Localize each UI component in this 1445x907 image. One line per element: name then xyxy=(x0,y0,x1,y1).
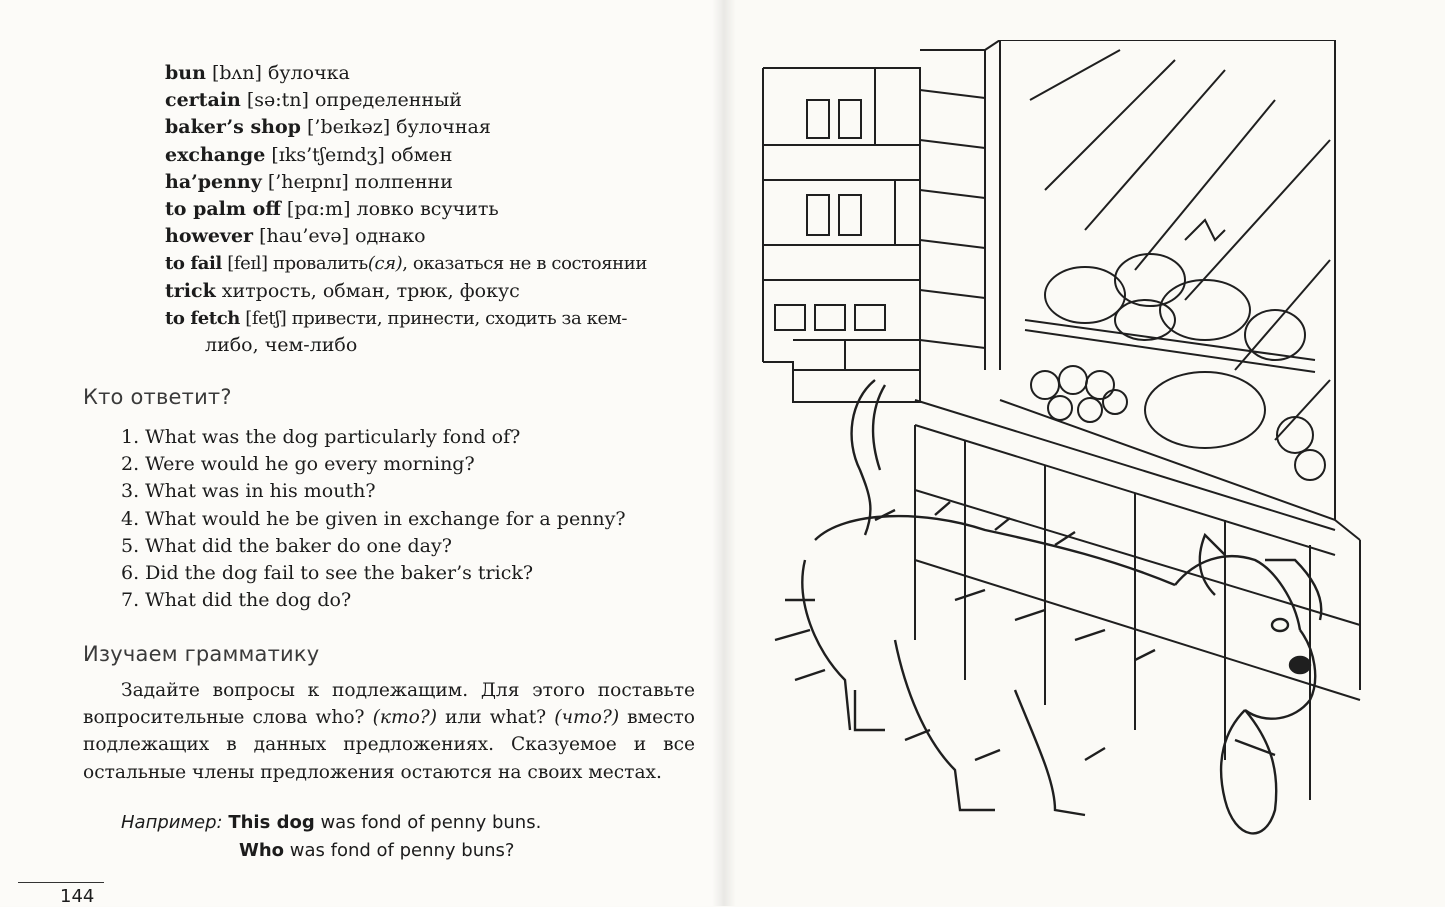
left-page xyxy=(0,0,722,906)
example-subject: This dog xyxy=(228,812,315,833)
example-line-2 xyxy=(239,840,514,861)
example-label: Например: xyxy=(121,812,223,833)
vocab-word: bun xyxy=(165,62,206,84)
vocab-entry xyxy=(165,142,705,169)
vocab-pron: [bʌn] xyxy=(211,62,262,84)
vocab-translation: однако xyxy=(355,225,426,248)
page-number: 144 xyxy=(60,886,95,907)
dog-with-basket xyxy=(775,380,1321,833)
vocab-translation: хитрость, обман, трюк, фокус xyxy=(221,279,520,302)
vocab-pron: [ɪks’tʃeɪndʒ] xyxy=(271,143,385,166)
vocab-translation: провалить xyxy=(273,253,368,275)
vocab-word: to fail xyxy=(165,253,222,275)
example-subject: Who xyxy=(239,840,285,861)
bakery-goods xyxy=(1031,220,1325,480)
vocab-word: however xyxy=(165,225,254,248)
question-item: 6. Did the dog fail to see the baker’s trick? xyxy=(121,562,534,585)
vocab-entry xyxy=(165,250,705,277)
task-text-italic: (кто?) xyxy=(372,707,438,729)
vocab-word: trick xyxy=(165,279,216,302)
vocab-translation: полпенни xyxy=(354,170,453,193)
dog-bakery-illustration xyxy=(755,40,1375,860)
vocab-entry xyxy=(165,305,705,332)
vocab-entry xyxy=(165,278,705,305)
vocab-entry xyxy=(165,87,705,114)
question-item: 2. Were would he go every morning? xyxy=(121,453,475,476)
questions-list xyxy=(121,424,626,614)
vocab-translation: булочная xyxy=(396,116,491,139)
vocab-translation: либо, чем-либо xyxy=(205,334,358,357)
vocab-word: exchange xyxy=(165,143,266,166)
vocab-translation: ловко всучить xyxy=(356,198,499,221)
question-item: 3. What was in his mouth? xyxy=(121,480,376,503)
vocab-translation: привести, принести, сходить за кем- xyxy=(291,307,628,329)
vocab-pron: [pɑ:m] xyxy=(286,198,351,221)
vocab-translation: , оказаться не в состоянии xyxy=(402,253,647,275)
vocab-word: ha’penny xyxy=(165,170,262,193)
vocab-entry xyxy=(165,196,705,223)
task-text: или what? xyxy=(437,707,555,729)
section-heading-who-answers: Кто ответит? xyxy=(83,385,232,409)
example-rest: was fond of penny buns. xyxy=(314,812,542,833)
question-item: 5. What did the baker do one day? xyxy=(121,534,452,557)
task-text: вместо подлежащих в данных предложениях. Сказуемое и все остальные члены предложения остаются на своих местах. xyxy=(83,707,695,783)
question-item: 1. What was the dog particularly fond of? xyxy=(121,426,521,448)
vocab-translation: булочка xyxy=(267,62,350,84)
vocab-entry xyxy=(165,223,705,250)
question-item: 7. What did the dog do? xyxy=(121,589,352,612)
vocab-entry xyxy=(165,114,705,141)
vocab-word: certain xyxy=(165,89,241,112)
task-instructions xyxy=(83,677,695,786)
example-line-1 xyxy=(121,812,541,833)
vocab-translation: обмен xyxy=(390,143,453,166)
example-rest: was fond of penny buns? xyxy=(284,840,515,861)
vocab-pron: [’beɪkəz] xyxy=(307,116,391,139)
window-sill xyxy=(915,400,1360,800)
vocab-translation-italic: (ся) xyxy=(367,253,403,275)
task-text: Задайте вопросы к подлежащим. Для этого поставьте вопросительные слова who? xyxy=(83,680,695,729)
vocab-word: baker’s shop xyxy=(165,116,301,139)
vocab-entry-continuation xyxy=(165,332,705,359)
section-heading-grammar: Изучаем грамматику xyxy=(83,642,320,666)
vocab-pron: [sə:tn] xyxy=(246,89,309,112)
vocab-pron: [feɪl] xyxy=(227,253,268,275)
vocab-word: to palm off xyxy=(165,198,281,221)
task-text-italic: (что?) xyxy=(554,707,620,729)
brick-wall xyxy=(763,68,920,402)
vocab-pron: [fetʃ] xyxy=(245,307,287,329)
vocab-entry xyxy=(165,60,705,87)
vocabulary-list xyxy=(165,60,705,359)
vocab-word: to fetch xyxy=(165,307,240,329)
book-gutter xyxy=(712,0,736,906)
page-footer-rule xyxy=(18,882,104,883)
vocab-entry xyxy=(165,169,705,196)
building-corner xyxy=(920,40,1000,370)
question-item: 4. What would he be given in exchange for a penny? xyxy=(121,507,626,530)
vocab-pron: [’heɪpnɪ] xyxy=(267,170,349,193)
vocab-pron: [hau’evə] xyxy=(259,225,350,248)
vocab-translation: определенный xyxy=(314,89,462,112)
